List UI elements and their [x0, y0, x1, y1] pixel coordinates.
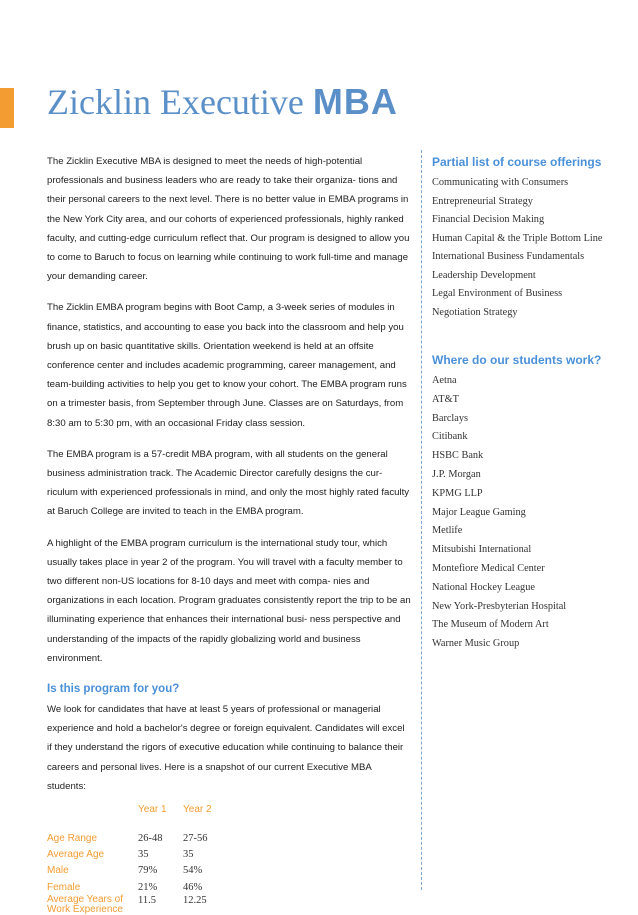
employer-item: KPMG LLP: [432, 487, 483, 499]
stats-year2-value: 12.25: [183, 895, 207, 907]
stats-year2-value: 35: [183, 849, 194, 861]
employer-item: Montefiore Medical Center: [432, 562, 545, 574]
study-tour-paragraph: A highlight of the EMBA program curriculum is the international study tour, which usually takes place in year 2 of the program. You will travel with a faculty member to two different non-US locations for 8-10 days and meet with compa- nies and organizations in each location. Program graduates consistently report the trip to be an illuminating experience that enhances their international busi- ness perspective and understanding of the impacts of the rapidly globalizing world and business environment.: [47, 537, 411, 664]
stats-label: Average Years of Work Experience: [47, 894, 123, 915]
stats-year1-value: 11.5: [138, 895, 156, 907]
stats-label: Average Age: [47, 849, 105, 861]
stats-year1-value: 35: [138, 849, 149, 861]
stats-row: [47, 895, 412, 915]
stats-row: [47, 863, 412, 879]
employer-item: Aetna: [432, 375, 457, 386]
section-heading: Is this program for you?: [47, 683, 180, 696]
stats-year1-value: 21%: [138, 881, 158, 893]
employers-section: [432, 352, 632, 654]
employer-item: Barclays: [432, 412, 469, 424]
intro-paragraph: The Zicklin Executive MBA is designed to meet the needs of high-potential professionals and business leaders who are ready to take their organiza- tions and their personal careers to the next level. There is no better value in EMBA programs in the New York City area, and our cohorts of experienced professionals, highly ranked faculty, and cutting-edge curriculum reflect that. Our program is designed to allow you to come to Baruch to focus on learning while continuing to work full-time and manage your demanding career.: [47, 156, 410, 283]
stats-year2-value: 54%: [183, 865, 203, 877]
column-divider: [421, 150, 422, 890]
stats-spacer: [47, 820, 412, 830]
course-item: Financial Decision Making: [432, 214, 545, 225]
employer-item: The Museum of Modern Art: [432, 619, 549, 631]
stats-label: Female: [47, 881, 81, 893]
stats-row: [47, 830, 412, 846]
stats-col-year1: Year 1: [138, 803, 167, 815]
employer-item: New York-Presbyterian Hospital: [432, 600, 567, 612]
course-item: Leadership Development: [432, 269, 536, 281]
employer-item: AT&T: [432, 393, 459, 405]
title-main: Zicklin Executive: [47, 82, 313, 122]
section-text: We look for candidates that have at least 5 years of professional or managerial experience and hold a bachelor's degree or foreign equivalent. Candidates will excel if they understand the rigors of executive education while continuing to balance their careers and personal lives. Here is a snapshot of our current Executive MBA students:: [47, 704, 405, 792]
course-item: Human Capital & the Triple Bottom Line: [432, 232, 603, 244]
stats-year1-value: 79%: [138, 865, 158, 877]
bootcamp-paragraph: The Zicklin EMBA program begins with Boot Camp, a 3-week series of modules in finance, statistics, and accounting to ease you back into the classroom and help you brush up on basic quantitative skills. Orientation weekend is held at an offsite conference center and includes academic programming, career management, and team-building activities to help you get to know your cohort. The EMBA program runs on a trimester basis, from September through June. Classes are on Saturdays, from 8:30 am to 5:30 pm, with an occasional Friday class session.: [47, 302, 407, 429]
course-item: Entrepreneurial Strategy: [432, 195, 533, 207]
stats-label: Male: [47, 865, 69, 877]
stats-year2-value: 46%: [183, 881, 203, 893]
stats-year1-value: 26-48: [138, 832, 163, 844]
stats-col-year2: Year 2: [183, 803, 212, 815]
employer-item: Metlife: [432, 525, 463, 537]
course-item: Communicating with Consumers: [432, 177, 569, 188]
employers-heading: Where do our students work?: [432, 353, 602, 367]
stats-row: [47, 846, 412, 862]
employer-item: Major League Gaming: [432, 506, 526, 518]
stats-row: [47, 879, 412, 895]
employer-list: [432, 372, 632, 654]
main-column: [47, 152, 412, 915]
course-list: [432, 174, 632, 322]
employer-item: National Hockey League: [432, 581, 535, 593]
stats-header-row: [47, 798, 412, 820]
title-accent: MBA: [312, 81, 398, 122]
employer-item: Mitsubishi International: [432, 544, 532, 556]
employer-item: J.P. Morgan: [432, 468, 481, 480]
page-title: [47, 80, 398, 124]
stats-label: Age Range: [47, 832, 98, 844]
employer-item: Citibank: [432, 431, 468, 443]
student-stats-table: [47, 798, 412, 915]
sidebar: [432, 154, 632, 654]
stats-year2-value: 27-56: [183, 832, 208, 844]
course-item: International Business Fundamentals: [432, 251, 585, 262]
accent-bar: [0, 88, 14, 128]
course-item: Negotiation Strategy: [432, 306, 518, 318]
curriculum-paragraph: The EMBA program is a 57-credit MBA program, with all students on the general business administration track. The Academic Director carefully designs the cur- riculum with experienced professionals in mind, and only the most highly rated faculty at Baruch College are invited to teach in the EMBA program.: [47, 448, 410, 518]
courses-heading: Partial list of course offerings: [432, 155, 602, 169]
employer-item: Warner Music Group: [432, 638, 520, 650]
employer-item: HSBC Bank: [432, 450, 484, 462]
course-item: Legal Environment of Business: [432, 288, 563, 299]
